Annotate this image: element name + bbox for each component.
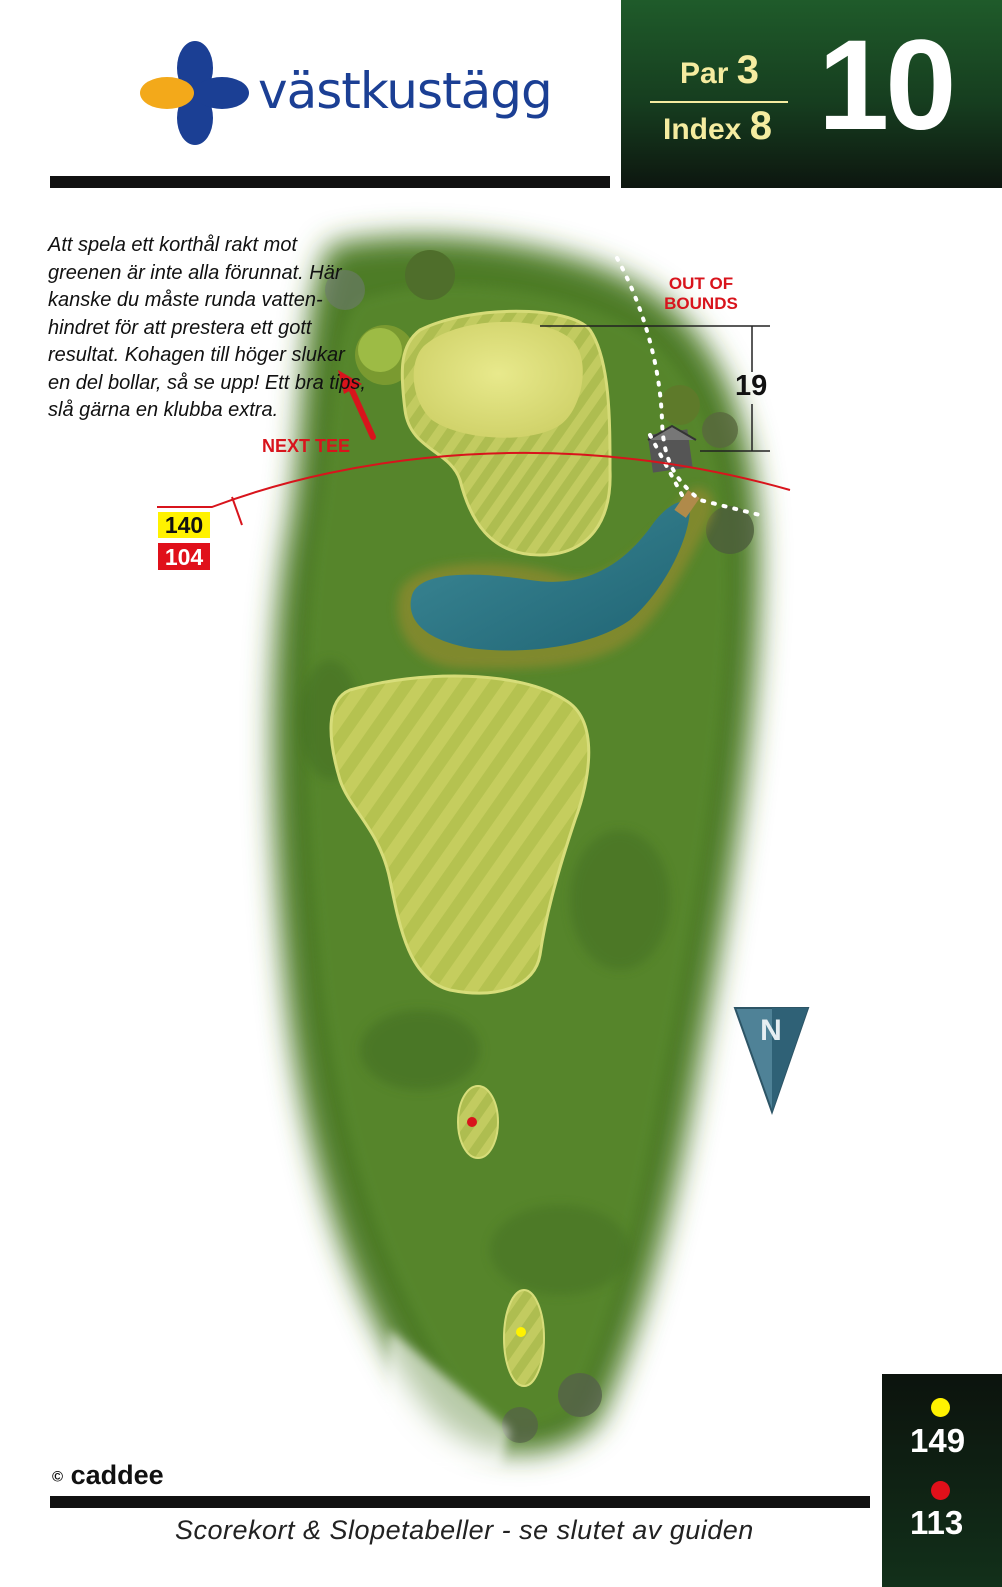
par-value: 3 [736, 48, 759, 92]
footer-note: Scorekort & Slopetabeller - se slutet av guiden [175, 1515, 754, 1545]
hole-number: 10 [818, 14, 953, 157]
next-tee-label: NEXT TEE [262, 436, 351, 456]
yellow-distance-marker: 140 [158, 512, 210, 538]
par-index-divider [650, 101, 788, 103]
par-text: Par [680, 57, 729, 90]
svg-text:N: N [760, 1014, 782, 1047]
par-label [680, 48, 759, 93]
logo-mark [140, 41, 249, 145]
copyright-symbol: © [52, 1468, 64, 1486]
yellow-tee-box [504, 1290, 544, 1386]
out-of-bounds-distance: 19 [735, 370, 768, 402]
red-distance-marker: 104 [158, 543, 210, 570]
brand-name: västkustägg [258, 62, 552, 120]
green [414, 322, 583, 438]
compass-north-icon [735, 1008, 808, 1112]
footer-rule [50, 1496, 870, 1508]
yellow-tee-length: 149 [910, 1422, 966, 1459]
hole-description: Att spela ett korthål rakt mot greenen är inte alla förunnat. Här kanske du måste runda vatten-hindret för att prestera ett gott resultat. Kohagen till höger slukar en del bollar, så se upp! Ett bra tips, slå gärna en klubba extra. [48, 234, 366, 421]
red-tee-box [458, 1086, 498, 1158]
out-of-bounds-label: OUT OF BOUNDS [664, 274, 738, 313]
red-tee-length: 113 [910, 1504, 964, 1541]
index-label [663, 104, 772, 149]
header-rule [50, 176, 610, 188]
index-value: 8 [749, 104, 772, 148]
index-text: Index [663, 113, 742, 146]
caddee-logo [52, 1460, 164, 1491]
yellow-tee-dot-icon [931, 1398, 950, 1417]
red-tee-dot-icon [931, 1481, 950, 1500]
caddee-text: caddee [70, 1460, 164, 1490]
